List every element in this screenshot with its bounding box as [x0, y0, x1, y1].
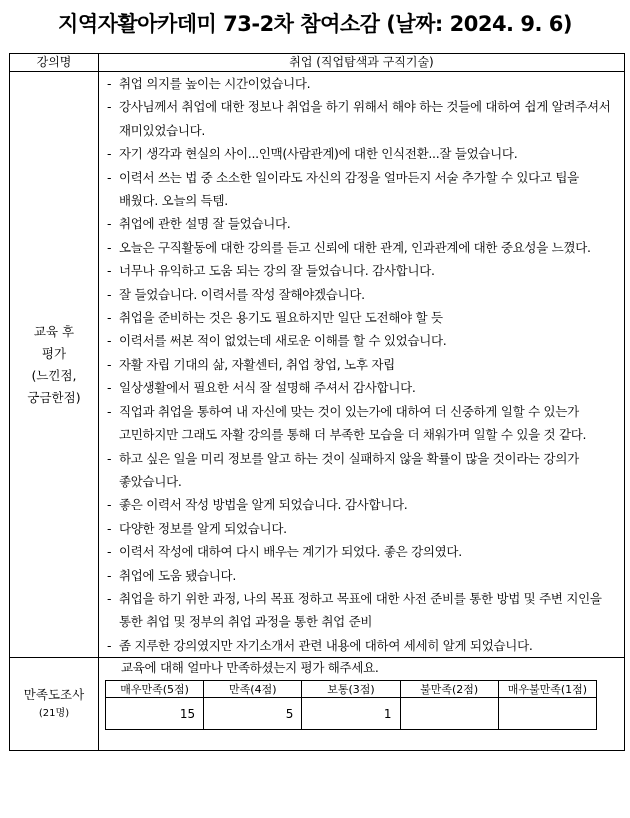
satisfaction-cell: [99, 658, 625, 751]
lecture-name-value: 취업 (직업탐색과 구직기술): [99, 54, 625, 72]
feedback-item: - 좋은 이력서 작성 방법을 알게 되었습니다. 감사합니다.: [99, 493, 620, 516]
satisfaction-question: 교육에 대해 얼마나 만족하셨는지 평가 해주세요.: [121, 660, 379, 676]
page-title: 지역자활아카데미 73-2차 참여소감 (날짜: 2024. 9. 6): [58, 12, 572, 36]
rating-header: 보통(3점): [302, 681, 400, 698]
feedback-item: - 자활 자립 기대의 삶, 자활센터, 취업 창업, 노후 자립: [99, 353, 620, 376]
rating-header: 매우불만족(1점): [498, 681, 596, 698]
feedback-item: - 취업을 하기 위한 과정, 나의 목표 정하고 목표에 대한 사전 준비를 통한 방법 및 주변 지인을 통한 취업 및 정부의 취업 과정을 통한 취업 준비: [99, 587, 620, 634]
lecture-name-header: 강의명: [10, 54, 99, 72]
feedback-item: - 취업을 준비하는 것은 용기도 필요하지만 일단 도전해야 할 듯: [99, 306, 620, 329]
evaluation-label-line: 교육 후: [33, 323, 75, 339]
rating-value-row: [106, 698, 597, 730]
rating-value: [400, 698, 498, 730]
feedback-item: - 오늘은 구직활동에 대한 강의를 듣고 신뢰에 대한 관계, 인과관계에 대한 중요성을 느꼈다.: [99, 236, 620, 259]
feedback-item: - 일상생활에서 필요한 서식 잘 설명해 주셔서 감사합니다.: [99, 376, 620, 399]
feedback-row: [10, 72, 625, 658]
feedback-item: - 강사님께서 취업에 대한 정보나 취업을 하기 위해서 해야 하는 것들에 대하여 쉽게 알려주셔서 재미있었습니다.: [99, 95, 620, 142]
feedback-item: - 자기 생각과 현실의 사이...인맥(사람관계)에 대한 인식전환...잘 들었습니다.: [99, 142, 620, 165]
feedback-item: - 취업에 도움 됐습니다.: [99, 564, 620, 587]
rating-header: 불만족(2점): [400, 681, 498, 698]
evaluation-table: [9, 53, 625, 751]
rating-value: 5: [204, 698, 302, 730]
feedback-item: - 이력서 쓰는 법 중 소소한 일이라도 자신의 감정을 얼마든지 서술 추가할 수 있다고 팁을 배웠다. 오늘의 득템.: [99, 166, 620, 213]
evaluation-label: [10, 72, 99, 658]
rating-header: 만족(4점): [204, 681, 302, 698]
feedback-item: - 취업에 관한 설명 잘 들었습니다.: [99, 212, 620, 235]
feedback-item: - 다양한 정보를 알게 되었습니다.: [99, 517, 620, 540]
feedback-item: - 이력서 작성에 대하여 다시 배우는 계기가 되었다. 좋은 강의였다.: [99, 540, 620, 563]
rating-value: 15: [106, 698, 204, 730]
rating-value: 1: [302, 698, 400, 730]
evaluation-label-line: 평가: [41, 345, 67, 361]
rating-header-row: [106, 681, 597, 698]
evaluation-label-line: 궁금한점): [27, 389, 81, 405]
feedback-item: - 잘 들었습니다. 이력서를 작성 잘해야겠습니다.: [99, 283, 620, 306]
feedback-item: - 취업 의지를 높이는 시간이었습니다.: [99, 72, 620, 95]
respondent-count: (21명): [38, 708, 70, 720]
satisfaction-label: 만족도조사: [23, 687, 85, 703]
feedback-item: - 좀 지루한 강의였지만 자기소개서 관련 내용에 대하여 세세히 알게 되었습니다.: [99, 634, 620, 657]
satisfaction-label-cell: [10, 658, 99, 751]
feedback-cell: [99, 72, 625, 658]
rating-table: [105, 680, 597, 730]
satisfaction-row: [10, 658, 625, 751]
feedback-item: - 너무나 유익하고 도움 되는 강의 잘 들었습니다. 감사합니다.: [99, 259, 620, 282]
rating-value: [498, 698, 596, 730]
feedback-item: - 하고 싶은 일을 미리 정보를 알고 하는 것이 실패하지 않을 확률이 많을 것이라는 강의가 좋았습니다.: [99, 447, 620, 494]
rating-header: 매우만족(5점): [106, 681, 204, 698]
feedback-item: - 직업과 취업을 통하여 내 자신에 맞는 것이 있는가에 대하여 더 신중하게 일할 수 있는가 고민하지만 그래도 자활 강의를 통해 더 부족한 모습을 더 채워가며 일할 수 있을 것 같다.: [99, 400, 620, 447]
feedback-item: - 이력서를 써본 적이 없었는데 새로운 이해를 할 수 있었습니다.: [99, 329, 620, 352]
header-row: [10, 54, 625, 72]
feedback-list: [99, 72, 624, 657]
evaluation-label-line: (느낀점,: [31, 367, 77, 383]
